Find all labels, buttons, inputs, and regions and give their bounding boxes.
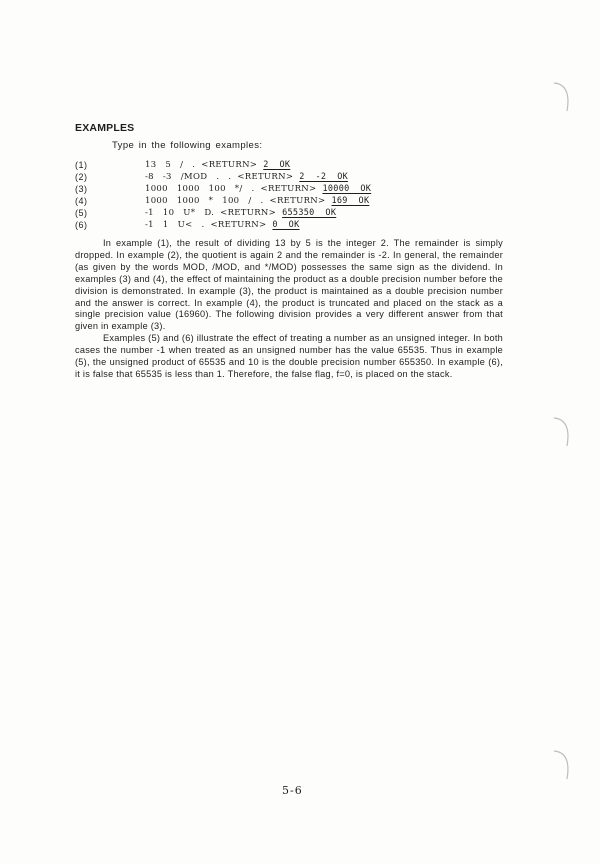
example-number: (1) xyxy=(75,160,88,170)
example-number: (4) xyxy=(75,196,88,206)
example-output: 2 OK xyxy=(263,160,291,170)
example-row xyxy=(0,160,600,172)
example-number: (3) xyxy=(75,184,88,194)
example-input: -1 1 U< . <RETURN> xyxy=(145,220,273,230)
example-input: -1 10 U* D. <RETURN> xyxy=(145,208,283,218)
intro-text: Type in the following examples: xyxy=(112,140,263,151)
example-row xyxy=(0,196,600,208)
example-code xyxy=(145,220,300,230)
example-code xyxy=(145,184,371,194)
paragraph: In example (1), the result of dividing 13 by 5 is the integer 2. The remainder is simply dropped. In example (2), the quotient is again 2 and the remainder is -2. In general, the remainder (as given by the words MOD, /MOD, and */MOD) possesses the same sign as the dividend. In examples (3) and (4), the effect of maintaining the product as a double precision number before the division is demonstrated. In example (3), the product is maintained as a double precision number and the answer is correct. In example (4), the product is truncated and placed on the stack as a single precision value (16960). The following division provides a very different answer from that given in example (3). xyxy=(75,238,503,332)
example-output: 169 OK xyxy=(331,196,370,206)
section-heading: EXAMPLES xyxy=(75,122,135,134)
example-number: (5) xyxy=(75,208,88,218)
example-output: 10000 OK xyxy=(322,184,372,194)
example-number: (6) xyxy=(75,220,88,230)
example-code xyxy=(145,196,369,206)
example-input: 1000 1000 * 100 / . <RETURN> xyxy=(145,196,332,206)
example-input: -8 -3 /MOD . . <RETURN> xyxy=(145,172,300,182)
binder-hole-mark xyxy=(552,80,572,114)
example-row xyxy=(0,172,600,184)
paragraph: Examples (5) and (6) illustrate the effect of treating a number as an unsigned integer. In both cases the number -1 when treated as an unsigned number has the value 65535. Thus in example (5), the unsigned product of 65535 and 10 is the double precision number 655350. In example (6), it is false that 65535 is less than 1. Therefore, the false flag, f=0, is placed on the stack. xyxy=(75,333,503,379)
example-output: 0 OK xyxy=(272,220,300,230)
example-code xyxy=(145,208,336,218)
example-row xyxy=(0,184,600,196)
example-code xyxy=(145,172,348,182)
page-number: 5-6 xyxy=(282,784,303,797)
example-row xyxy=(0,208,600,220)
binder-hole-mark xyxy=(552,415,572,449)
example-input: 1000 1000 100 */ . <RETURN> xyxy=(145,184,323,194)
example-input: 13 5 / . <RETURN> xyxy=(145,160,264,170)
example-code xyxy=(145,160,290,170)
example-number: (2) xyxy=(75,172,88,182)
example-output: 2 -2 OK xyxy=(299,172,349,182)
binder-hole-mark xyxy=(552,748,572,782)
example-output: 655350 OK xyxy=(282,208,337,218)
example-row xyxy=(0,220,600,232)
body-text xyxy=(75,238,503,381)
